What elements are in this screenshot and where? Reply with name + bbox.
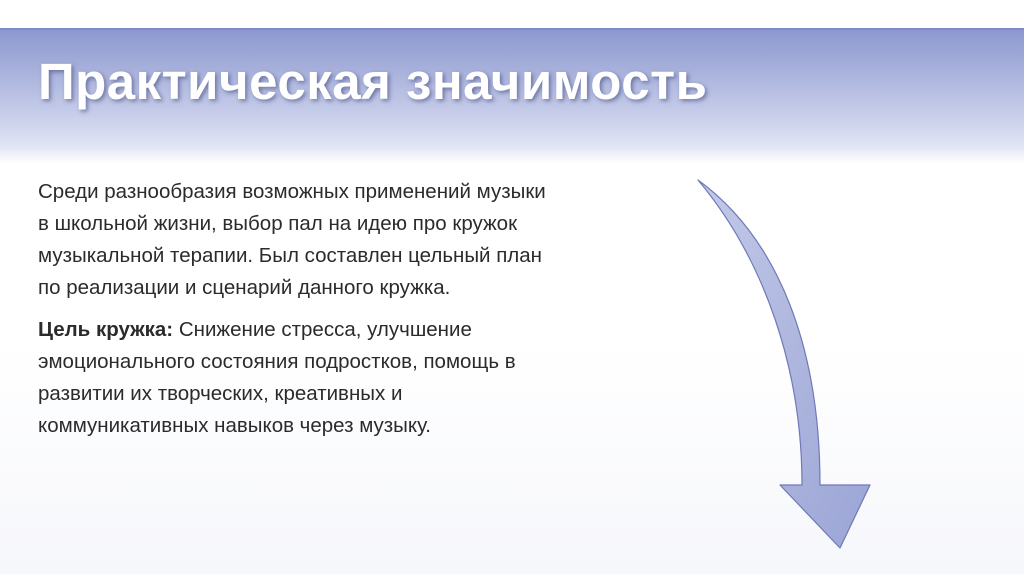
paragraph-intro: Среди разнообразия возможных применений музыки в школьной жизни, выбор пал на идею про кружок музыкальной терапии. Был составлен цельный план по реализации и сценарий данного кружка.: [38, 180, 546, 299]
slide-body: [38, 176, 558, 452]
curved-down-arrow-icon: [680, 170, 880, 555]
slide-title: Практическая значимость: [38, 53, 708, 110]
goal-text: Снижение стресса, улучшение эмоционального состояния подростков, помощь в развитии их творческих, креативных и коммуникативных навыков через музыку.: [38, 318, 516, 437]
goal-label: Цель кружка:: [38, 318, 174, 341]
paragraph-goal: [38, 314, 558, 442]
